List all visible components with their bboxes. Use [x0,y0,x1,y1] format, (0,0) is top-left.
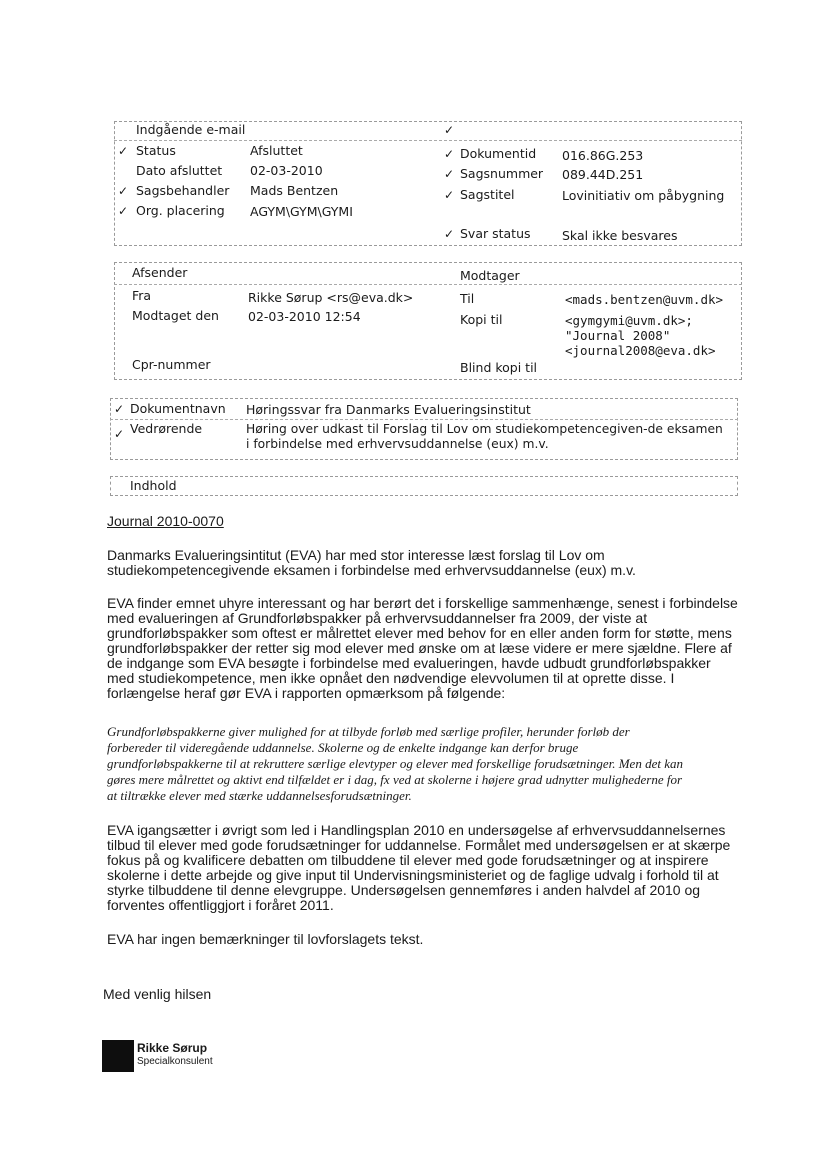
divider [110,419,738,420]
journal-number: Journal 2010-0070 [107,513,224,529]
check-icon: ✓ [444,227,455,241]
text-line: med studiekompetence, men ikke opnået den nødvendige elevvolumen til at oprette disse. I [107,670,675,686]
sagsbehandler-value: Mads Bentzen [250,183,339,198]
text-line: skolerne i dette arbejde og give input til Undervisningsministeriet og de faglige udvalg i forhold til at [107,867,719,883]
org-placering-value: AGYM\GYM\GYMI [250,204,353,219]
vedroerende-label: Vedrørende [130,421,203,436]
text-line: forlængelse heraf gør EVA i rapporten opmærksom på følgende: [107,685,506,701]
vedroerende-line: Høring over udkast til Forslag til Lov om studiekompetencegiven-de eksamen [246,422,723,436]
sagstitel-label: Sagstitel [460,187,515,202]
kopi-line: <gymgymi@uvm.dk>; [565,313,693,328]
sagsbehandler-label: Sagsbehandler [136,183,230,198]
check-icon: ✓ [118,144,129,158]
text-line: forventes offentliggjort i foråret 2011. [107,897,334,913]
til-label: Til [460,291,475,306]
signature-name: Rikke Sørup [137,1041,208,1055]
kopi-line: <journal2008@eva.dk> [565,343,716,358]
check-icon: ✓ [114,402,125,416]
modtager-heading: Modtager [460,268,520,283]
dato-afsluttet-value: 02-03-2010 [250,163,323,178]
text-line: de indgange som EVA besøgte i forbindelse med evalueringen, havde udbudt grundforløbspakker [107,655,711,671]
text-line: EVA igangsætter i øvrigt som led i Handlingsplan 2010 en undersøgelse af erhvervsuddannelsernes [107,822,726,838]
cpr-label: Cpr-nummer [132,357,211,372]
org-placering-label: Org. placering [136,203,225,218]
dokumentid-value: 016.86G.253 [562,148,644,163]
kopi-label: Kopi til [460,312,503,327]
til-value: <mads.bentzen@uvm.dk> [565,292,724,307]
signature-title: Specialkonsulent [137,1056,213,1067]
blind-kopi-label: Blind kopi til [460,360,538,375]
fra-label: Fra [132,288,152,303]
text-line: fokus på og kvalificere debatten om tilbuddene til elever med gode forudsætninger og at inspirere [107,852,709,868]
email-type-title: Indgående e-mail [136,122,246,137]
status-label: Status [136,143,176,158]
sagstitel-value: Lovinitiativ om påbygning [562,188,725,203]
modtaget-label: Modtaget den [132,308,219,323]
dato-afsluttet-label: Dato afsluttet [136,163,223,178]
indhold-label: Indhold [130,478,177,493]
indhold-box [110,476,738,496]
check-icon: ✓ [118,184,129,198]
check-icon: ✓ [444,167,455,181]
text-line: styrke tilbuddene til denne elevgruppe. Undersøgelsen gennemføres i anden halvdel af 2010 og [107,882,701,898]
check-icon: ✓ [444,123,455,137]
kopi-line: "Journal 2008" [565,328,671,343]
sagsnummer-label: Sagsnummer [460,166,544,181]
text-line: at tiltrække elever med stærke uddannelsesforudsætninger. [107,788,412,803]
quote-block [107,724,747,804]
dokumentid-label: Dokumentid [460,146,537,161]
text-line: grundforløbspakkerne til at rekruttere særlige elevtyper og elever med forskellige forudsætninger. Men det kan [107,756,683,771]
vedroerende-line: i forbindelse med erhvervsuddannelse (eux) m.v. [246,437,549,451]
svar-status-value: Skal ikke besvares [562,228,678,243]
paragraph-3 [107,823,747,913]
text-line: med evalueringen af Grundforløbspakker på erhvervsuddannelser fra 2009, der viste at [107,610,648,626]
text-line: tilbud til elever med gode forudsætninger for uddannelse. Formålet med undersøgelsen er at skærpe [107,837,731,853]
svar-status-label: Svar status [460,226,531,241]
check-icon: ✓ [444,147,455,161]
text-line: studiekompetencegivende eksamen i forbindelse med erhvervsuddannelse (eux) m.v. [107,562,636,578]
dokumentnavn-label: Dokumentnavn [130,401,226,416]
status-value: Afsluttet [250,143,303,158]
eva-logo [102,1040,134,1072]
check-icon: ✓ [118,204,129,218]
divider [114,140,742,141]
closing: Med venlig hilsen [103,986,212,1002]
paragraph-1 [107,548,747,578]
text-line: grundforløbspakker der retter sig mod elever med ønske om at læse videre er mere sjældne. Flere af [107,640,732,656]
divider [114,284,742,285]
paragraph-2 [107,596,747,701]
text-line: Danmarks Evalueringsintitut (EVA) har med stor interesse læst forslag til Lov om [107,547,605,563]
check-icon: ✓ [114,427,125,441]
text-line: forbereder til videregående uddannelse. Skolerne og de enkelte indgange kan derfor bruge [107,740,579,755]
paragraph-4: EVA har ingen bemærkninger til lovforslagets tekst. [107,931,424,947]
check-icon: ✓ [444,188,455,202]
text-line: EVA finder emnet uhyre interessant og har berørt det i forskellige sammenhænge, senest i forbindelse [107,595,738,611]
dokumentnavn-value: Høringssvar fra Danmarks Evalueringsinstitut [246,402,531,417]
text-line: gøres mere målrettet og aktivt end tilfældet er i dag, fx ved at skolerne i højere grad udnytter mulighederne for [107,772,683,787]
sagsnummer-value: 089.44D.251 [562,167,644,182]
fra-value: Rikke Sørup <rs@eva.dk> [248,290,414,305]
text-line: grundforløbspakker som oftest er målrettet elever med behov for en eller anden form for støtte, mens [107,625,732,641]
afsender-heading: Afsender [132,265,188,280]
modtaget-value: 02-03-2010 12:54 [248,309,361,324]
text-line: Grundforløbspakkerne giver mulighed for at tilbyde forløb med særlige profiler, herunder forløb der [107,724,630,739]
